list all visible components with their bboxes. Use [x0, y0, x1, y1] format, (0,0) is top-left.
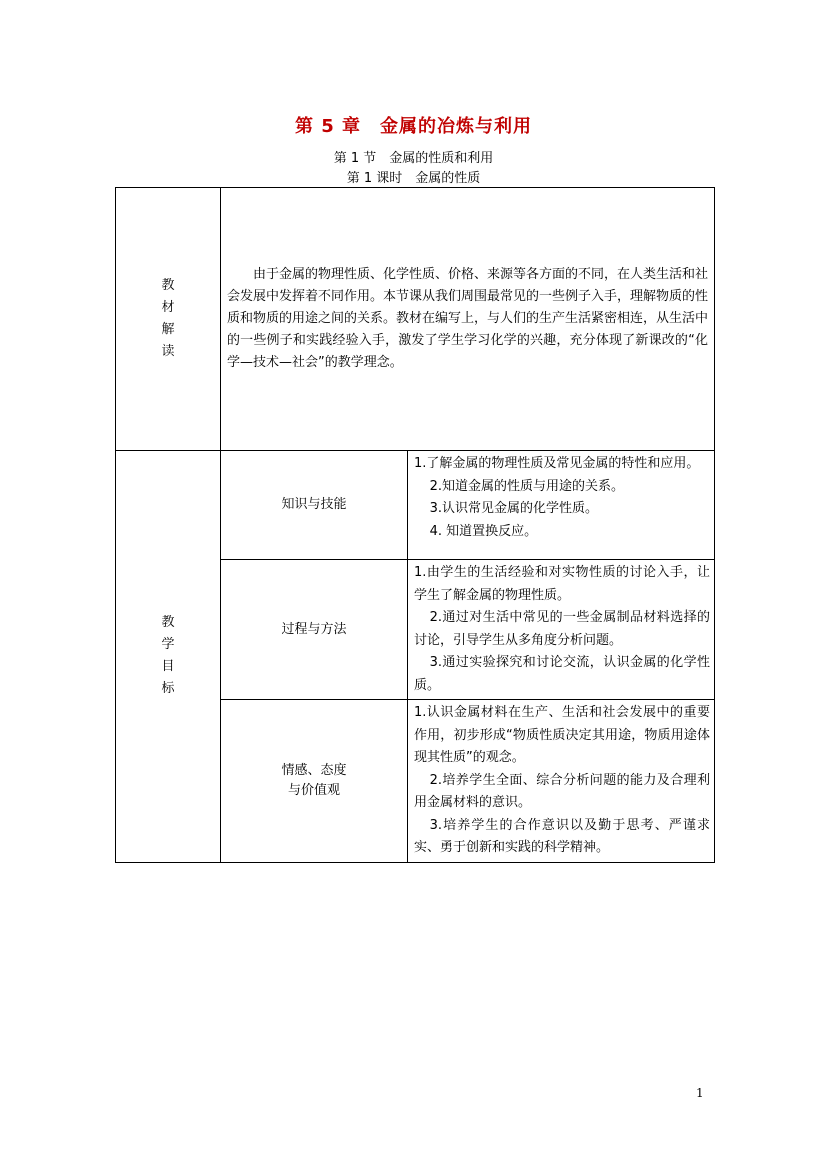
lesson-plan-table — [115, 187, 715, 863]
goal-category-emotion-text: 情感、态度 与价值观 — [281, 762, 347, 798]
goal-item: 1.由学生的生活经验和对实物性质的讨论入手，让学生了解金属的物理性质。 — [414, 565, 711, 603]
goal-items-knowledge — [408, 451, 715, 560]
material-reading-content: 由于金属的物理性质、化学性质、价格、来源等各方面的不同，在人类生活和社会发展中发挥着不同作用。本节课从我们周围最常见的一些例子入手，理解物质的性质和物质的用途之间的关系。教材在编写上，与人们的生产生活紧密相连，从生活中的一些例子和实践经验入手，激发了学生学习化学的兴趣，充分体现了新课改的“化学—技术—社会”的教学理念。 — [221, 188, 715, 451]
goal-item: 1.认识金属材料在生产、生活和社会发展中的重要作用，初步形成“物质性质决定其用途，物质用途体现其性质”的观念。 — [414, 705, 711, 765]
goal-item: 2.知道金属的性质与用途的关系。 — [429, 478, 624, 494]
material-reading-label-text: 教 材 解 读 — [161, 278, 175, 359]
goal-item: 2.通过对生活中常见的一些金属制品材料选择的讨论，引导学生从多角度分析问题。 — [414, 610, 711, 648]
goal-category-knowledge: 知识与技能 — [221, 451, 408, 560]
material-reading-label — [116, 188, 221, 451]
goal-row-knowledge — [116, 451, 715, 560]
goal-item: 4. 知道置换反应。 — [429, 523, 538, 539]
goal-item: 1.了解金属的物理性质及常见金属的特性和应用。 — [414, 456, 700, 471]
teaching-goals-label-text: 教 学 目 标 — [161, 615, 175, 697]
goal-item: 3.培养学生的合作意识以及勤于思考、严谨求实、勇于创新和实践的科学精神。 — [414, 817, 711, 855]
lesson-title: 第 1 课时 金属的性质 — [346, 171, 481, 186]
chapter-title: 第 5 章 金属的冶炼与利用 — [294, 116, 533, 137]
page-number: 1 — [696, 1086, 704, 1100]
goal-item: 2.培养学生全面、综合分析问题的能力及合理利用金属材料的意识。 — [414, 772, 711, 810]
goal-items-process — [408, 560, 715, 700]
goal-items-emotion — [408, 700, 715, 863]
teaching-goals-label — [116, 451, 221, 863]
goal-category-process: 过程与方法 — [221, 560, 408, 700]
goal-item: 3.认识常见金属的化学性质。 — [429, 501, 598, 516]
goal-category-emotion — [221, 700, 408, 863]
material-reading-row — [116, 188, 715, 451]
section-title: 第 1 节 金属的性质和利用 — [333, 151, 494, 166]
goal-item: 3.通过实验探究和讨论交流，认识金属的化学性质。 — [414, 655, 711, 693]
